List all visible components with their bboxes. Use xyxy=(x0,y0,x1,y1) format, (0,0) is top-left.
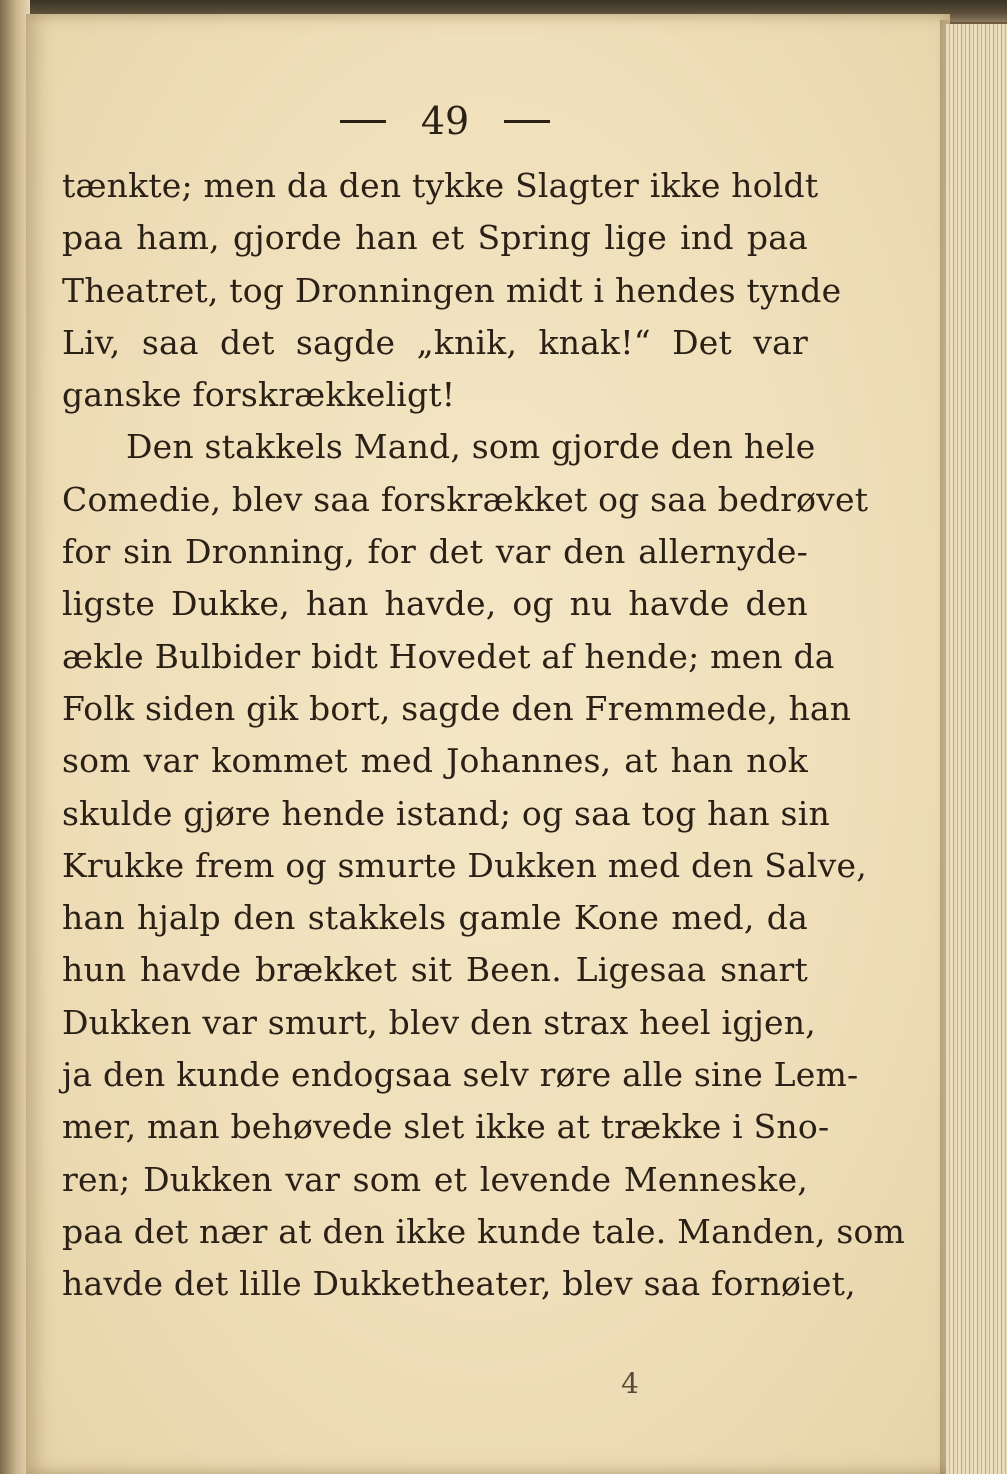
text-line: Folk siden gik bort, sagde den Fremmede, han xyxy=(62,688,852,728)
signature-mark: 4 xyxy=(621,1367,639,1400)
text-line: ren; Dukken var som et levende Menneske, xyxy=(62,1159,808,1199)
text-line: mer, man behøvede slet ikke at trække i Sno- xyxy=(62,1107,830,1147)
text-line: tænkte; men da den tykke Slagter ikke holdt xyxy=(62,166,819,205)
text-line: ligste Dukke, han havde, og nu havde den xyxy=(62,584,808,624)
text-line: han hjalp den stakkels gamle Kone med, da xyxy=(62,898,808,938)
text-line: hun havde brækket sit Been. Ligesaa snart xyxy=(62,950,808,990)
text-line: Dukken var smurt, blev den strax heel igjen, xyxy=(62,1002,816,1042)
text-line: havde det lille Dukketheater, blev saa fornøiet, xyxy=(62,1264,856,1304)
text-line: paa ham, gjorde han et Spring lige ind paa xyxy=(62,218,808,258)
text-line: som var kommet med Johannes, at han nok xyxy=(62,741,808,781)
text-line: ganske forskrækkeligt! xyxy=(62,375,456,415)
page-stack-edges xyxy=(946,24,1007,1474)
text-line: Theatret, tog Dronningen midt i hendes tynde xyxy=(62,270,842,310)
text-line: paa det nær at den ikke kunde tale. Manden, som xyxy=(62,1211,906,1251)
text-line: Krukke frem og smurte Dukken med den Salve, xyxy=(62,845,867,885)
header-dash-left xyxy=(340,120,386,123)
text-line: Comedie, blev saa forskrækket og saa bedrøvet xyxy=(62,479,869,519)
text-line: ækle Bulbider bidt Hovedet af hende; men da xyxy=(62,636,835,676)
text-line: skulde gjøre hende istand; og saa tog han sin xyxy=(62,793,830,833)
text-line: ja den kunde endogsaa selv røre alle sine Lem- xyxy=(62,1055,859,1095)
text-line: Liv, saa det sagde „knik, knak!“ Det var xyxy=(62,322,808,362)
page-header xyxy=(340,96,550,146)
page-number: 49 xyxy=(420,99,470,143)
text-line: for sin Dronning, for det var den allernyde- xyxy=(62,532,808,572)
body-text xyxy=(62,160,906,1311)
header-dash-right xyxy=(504,120,550,123)
text-line-paragraph-start: Den stakkels Mand, som gjorde den hele xyxy=(126,427,816,467)
